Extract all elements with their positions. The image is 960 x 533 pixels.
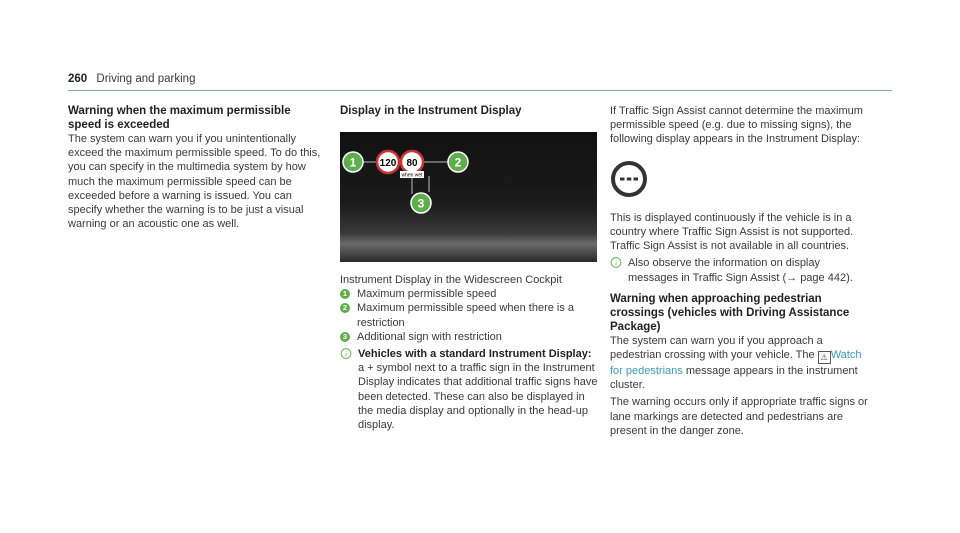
legend-item-1 xyxy=(340,287,598,301)
legend-text-3: Additional sign with restriction xyxy=(357,330,502,343)
figure-caption: Instrument Display in the Widescreen Cockpit xyxy=(340,274,562,286)
info-icon xyxy=(610,257,622,268)
badge-3: 3 xyxy=(340,332,350,342)
badge-1: 1 xyxy=(340,289,350,299)
note-title: Vehicles with a standard Instrument Display: xyxy=(358,348,592,361)
legend-text-2: Maximum permissible speed when there is a restriction xyxy=(357,302,575,329)
info-icon xyxy=(340,348,352,359)
callout-1 xyxy=(343,152,363,172)
column-speed-warning xyxy=(68,104,323,231)
no-speed-limit-icon xyxy=(610,160,648,198)
legend-item-3 xyxy=(340,330,598,344)
column-instrument-display xyxy=(340,104,598,432)
svg-text:120: 120 xyxy=(379,158,397,169)
column-traffic-sign xyxy=(610,104,872,438)
svg-text:2: 2 xyxy=(454,155,462,170)
note-text: Also observe the information on display messages in Traffic Sign Assist (→ page 442). xyxy=(628,257,853,284)
standard-display-note xyxy=(340,347,598,432)
additional-sign xyxy=(400,171,424,179)
pedestrian-body xyxy=(610,334,872,393)
section-title: Driving and parking xyxy=(96,73,196,85)
svg-text:when wet: when wet xyxy=(401,172,423,179)
header-rule xyxy=(68,90,892,91)
traffic-sign-note xyxy=(610,256,872,284)
badge-2: 2 xyxy=(340,303,350,313)
pedestrian-body-part1: The system can warn you if you approach a pedestrian crossing with your vehicle. The xyxy=(610,334,823,362)
speed-warning-body: The system can warn you if you unintentionally exceed the maximum permissible speed. To do this, you can specify in the multimedia system by how much the maximum permissible speed can be exceeded before a warning is issued. You can specify whether the warning is to be just a visual warning or an acoustic one as well. xyxy=(68,133,321,231)
pedestrian-warning-conditions: The warning occurs only if appropriate traffic signs or lane markings are detected and pedestrians are present in the danger zone. xyxy=(610,396,868,437)
pedestrian-body-part2: message appears in the instrument cluster. xyxy=(610,365,858,392)
svg-text:i: i xyxy=(344,349,348,359)
legend-text-1: Maximum permissible speed xyxy=(357,288,497,301)
page-number: 260 xyxy=(68,73,88,85)
svg-text:3: 3 xyxy=(417,196,425,211)
svg-text:80: 80 xyxy=(406,158,418,169)
traffic-sign-continuous: This is displayed continuously if the vehicle is in a country where Traffic Sign Assist is not supported. Traffic Sign Assist is not available in all countries. xyxy=(610,211,854,253)
legend-item-2 xyxy=(340,301,598,329)
speed-sign-120 xyxy=(377,151,399,173)
page-header xyxy=(68,73,195,85)
warning-triangle-icon: ⚠ xyxy=(818,351,831,364)
speed-sign-80 xyxy=(401,151,423,173)
traffic-sign-intro: If Traffic Sign Assist cannot determine the maximum permissible speed (e.g. due to missing signs), the following display appears in the Instrument Display: xyxy=(610,105,863,146)
callout-3 xyxy=(411,193,431,213)
heading-instrument-display: Display in the Instrument Display xyxy=(340,105,522,117)
instrument-display-figure xyxy=(340,132,597,262)
watch-for-pedestrians-message: Watch for pedestrians xyxy=(610,349,862,378)
heading-speed-warning: Warning when the maximum permissible speed is exceeded xyxy=(68,105,291,131)
heading-pedestrian: Warning when approaching pedestrian crossings (vehicles with Driving Assistance Package) xyxy=(610,292,850,333)
svg-text:1: 1 xyxy=(349,155,357,170)
callout-2 xyxy=(448,152,468,172)
svg-text:i: i xyxy=(614,258,618,268)
note-body: a + symbol next to a traffic sign in the Instrument Display indicates that additional traffic signs have been detected. These can also be displayed in the media display and optionally in the head-up display. xyxy=(358,362,598,432)
